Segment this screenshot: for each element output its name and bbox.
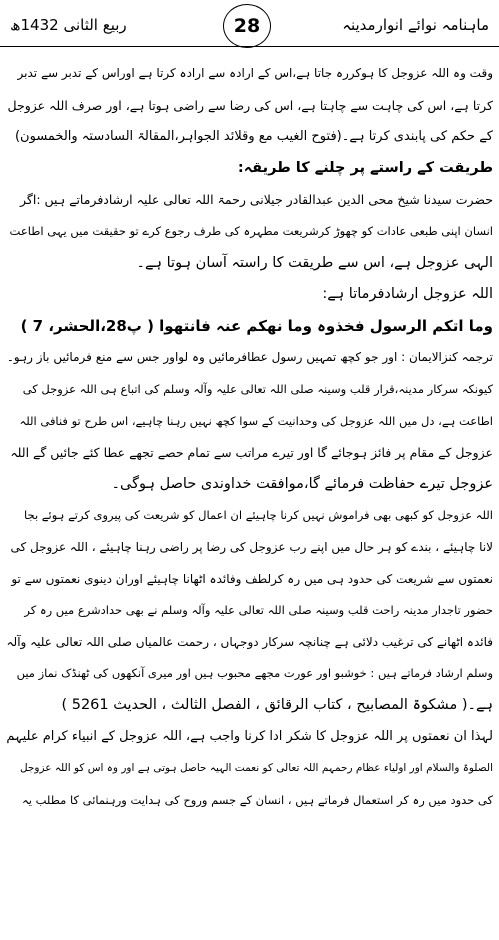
issue-date: ربیع الثانی 1432ھ bbox=[10, 16, 127, 34]
text-line: حضور تاجدار مدینہ راحت قلب وسینہ صلی اللہ تعالی علیہ وآلہ وسلم نے بھی حدادشرع میں رہ کر bbox=[24, 603, 493, 618]
text-line: الہی عزوجل ہے، اس سے طریقت کا راستہ آسان ہوتا ہے۔ bbox=[136, 254, 493, 271]
citation-line: ہے۔( مشکوۃ المصابیح ، کتاب الرقائق ، الفصل الثالث ، الحدیث 5261 ) bbox=[61, 696, 493, 713]
text-line: نعمتوں سے شریعت کی حدود ہی میں رہ کرلطف وفائدہ اٹھانا چاہیئے اوران دینوی نعمتوں سے تو bbox=[11, 571, 493, 586]
citation-line: کے حکم کی پابندی کرتا ہے۔(فتوح الغیب مع وقلائد الجواہر،المقالۃ السادستہ والخمسون) bbox=[14, 129, 493, 145]
magazine-title: ماہنامہ نوائے انوارمدینہ bbox=[342, 16, 489, 34]
quran-verse: وما اتکم الرسول فخذوہ وما نھکم عنہ فانتھوا ( پ28،الحشر، 7 ) bbox=[20, 316, 493, 335]
text-line: عزوجل کے مقام پر فائز ہوجائے گا اور تیرے مراتب سے تمام حصے تجھے عطا کئے جائیں گے اللہ bbox=[10, 445, 493, 461]
text-line: اطاعت ہے، دل میں اللہ عزوجل کی وحدانیت کے سوا کچھ نہیں رہنا چاہیے، اس طرح تو فنافی اللہ bbox=[19, 413, 493, 428]
text-line: انسان اپنی طبعی عادات کو چھوڑ کرشریعت مطہرہ کی طرف رجوع کرے تو حقیقت میں یہی اطاعت bbox=[9, 223, 493, 238]
text-line: لانا چاہیئے ، بندے کو ہر حال میں اپنے رب عزوجل کی رضا پر راضی رہنا چاہیئے ، اللہ عزوجل کی bbox=[10, 539, 493, 554]
translation-line: ترجمہ کنزالایمان : اور جو کچھ تمہیں رسول عطافرمائیں وہ لواور جس سے منع فرمائیں باز رہو۔ bbox=[6, 350, 493, 365]
page-header bbox=[0, 0, 499, 54]
text-line: عزوجل تیرے حفاظت فرمائے گا،موافقت خداوندی حاصل ہوگی۔ bbox=[111, 475, 493, 492]
text-line: وسلم ارشاد فرماتے ہیں : خوشبو اور عورت مجھے محبوب ہیں اور میری آنکھوں کی ٹھنڈک نماز میں bbox=[16, 666, 493, 681]
header-divider bbox=[0, 46, 499, 47]
text-line: فائدہ اٹھانے کی ترغیب دلائی ہے چنانچہ سرکار دوجہاں ، رحمت عالمیاں صلی اللہ تعالی علیہ وآلہ bbox=[6, 634, 493, 649]
text-line: لہذا ان نعمتوں پر اللہ عزوجل کا شکر ادا کرنا واجب ہے، اللہ عزوجل کے انبیاء کرام علیہم bbox=[6, 729, 493, 745]
text-line: کی حدود میں رہ کر استعمال فرماتے ہیں ، انسان کے جسم وروح کی ہدایت ورہنمائی کا مطلب یہ bbox=[22, 792, 493, 807]
text-line: کرتا ہے، اس کی چاہت سے چاہتا ہے، اس کی رضا سے راضی ہوتا ہے، اور صرف اللہ عزوجل bbox=[7, 97, 493, 113]
page-number: 28 bbox=[223, 4, 271, 48]
text-line: اللہ عزوجل کو کبھی بھی فراموش نہیں کرنا چاہیئے ان اعمال کو شریعت کی پیروی کرتے ہوئے بجا bbox=[24, 508, 493, 523]
text-line: کیونکہ سرکار مدینہ،قرار قلب وسینہ صلی اللہ تعالی علیہ وآلہ وسلم کی اتباع ہی اللہ عزوجل کی bbox=[22, 381, 493, 396]
text-line: حضرت سیدنا شیخ محی الدین عبدالقادر جیلانی رحمۃ اللہ تعالی علیہ ارشادفرماتے ہیں :اگر bbox=[20, 192, 493, 208]
text-line: اللہ عزوجل ارشادفرماتا ہے: bbox=[322, 286, 493, 303]
section-heading: طریقت کے راستے پر چلنے کا طریقہ: bbox=[237, 159, 493, 176]
text-line: وقت وہ اللہ عزوجل کا ہوکررہ جاتا ہے،اس کے ارادہ سے ارادہ کرتا ہے اوراس کے تدبر سے تدبر bbox=[17, 66, 493, 80]
text-line: الصلوۃ والسلام اور اولیاء عظام رحمہم اللہ تعالی کو نعمت الہیہ حاصل ہوتی ہے اور وہ اس کو اللہ عزوجل bbox=[19, 762, 493, 775]
article-body bbox=[6, 58, 493, 940]
